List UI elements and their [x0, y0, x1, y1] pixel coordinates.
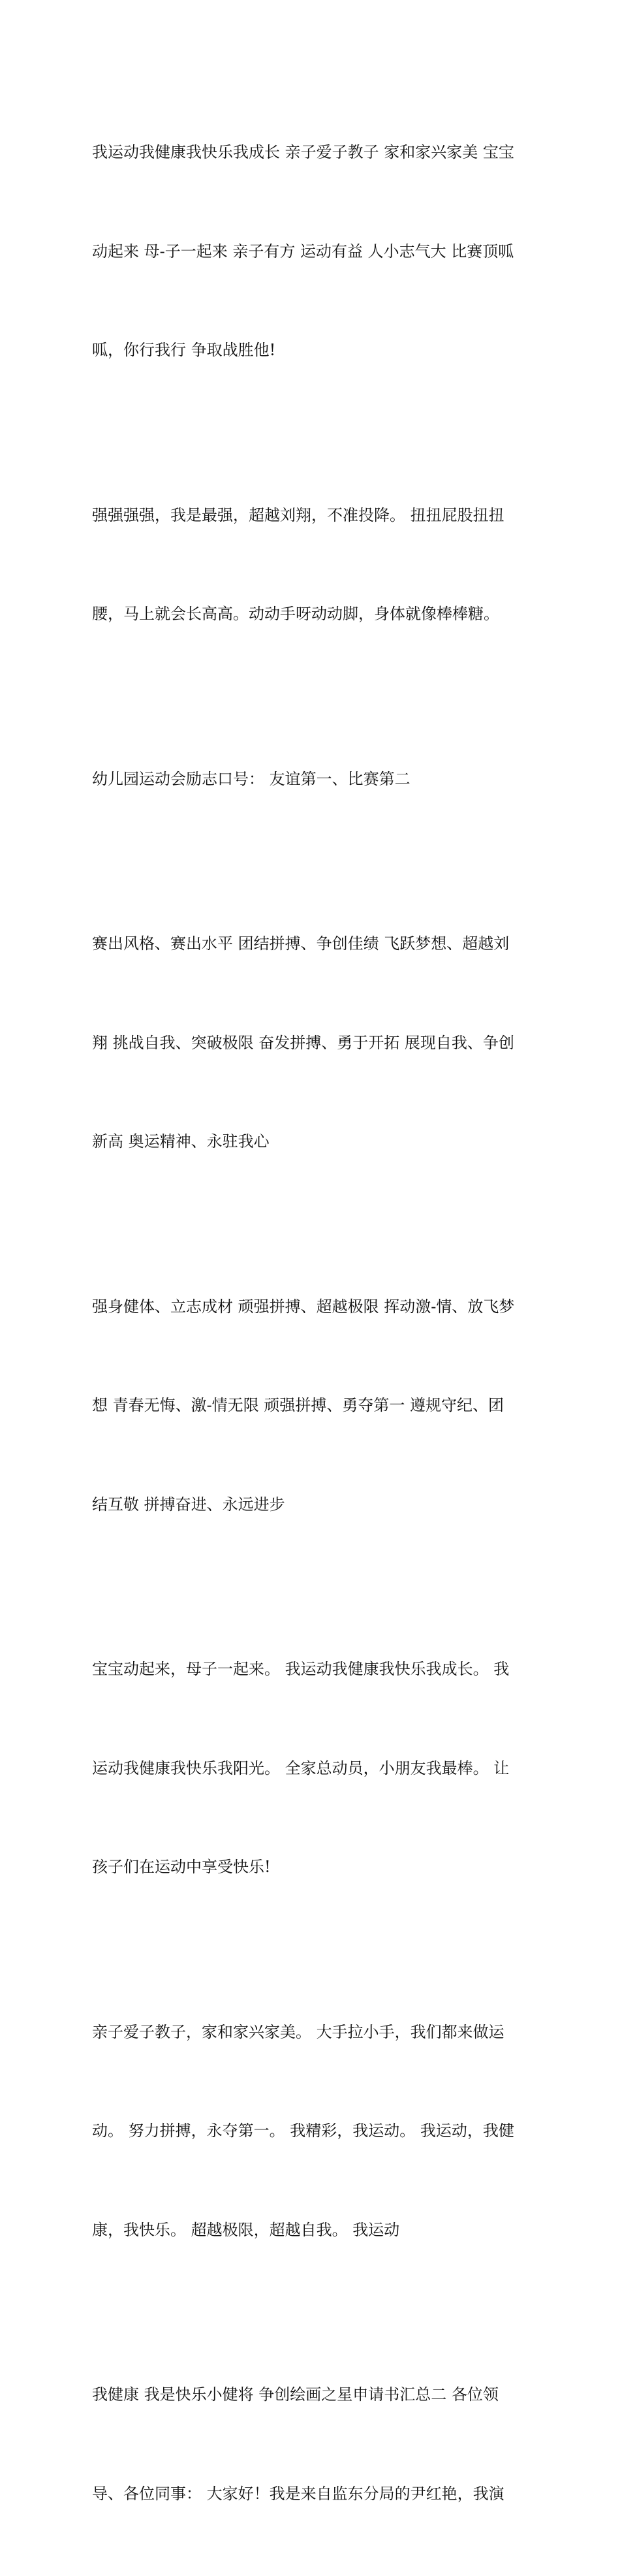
text-line: 动起来 母-子一起来 亲子有方 运动有益 人小志气大 比赛顶呱: [92, 242, 514, 261]
paragraph-5: [92, 1224, 529, 1587]
document-body: [92, 70, 529, 2576]
paragraph-8: [92, 2312, 529, 2576]
text-line: 幼儿园运动会励志口号： 友谊第一、比赛第二: [92, 769, 411, 788]
paragraph-7: [92, 1950, 529, 2313]
paragraph-4: [92, 861, 529, 1224]
text-line: 新高 奥运精神、永驻我心: [92, 1132, 270, 1151]
text-line: 运动我健康我快乐我阳光。 全家总动员，小朋友我最棒。 让: [92, 1758, 510, 1777]
text-line: 想 青春无悔、激-情无限 顽强拼搏、勇夺第一 遵规守纪、团: [92, 1396, 504, 1414]
text-line: 孩子们在运动中享受快乐!: [92, 1858, 271, 1876]
text-line: 宝宝动起来，母子一起来。 我运动我健康我快乐我成长。 我: [92, 1660, 510, 1678]
text-line: 导、各位同事： 大家好！我是来自监东分局的尹红艳，我演: [92, 2484, 504, 2503]
paragraph-1: [92, 70, 529, 433]
text-line: 结互敬 拼搏奋进、永远进步: [92, 1495, 285, 1514]
text-line: 赛出风格、赛出水平 团结拼搏、争创佳绩 飞跃梦想、超越刘: [92, 934, 510, 953]
text-line: 强身健体、立志成材 顽强拼搏、超越极限 挥动激-情、放飞梦: [92, 1297, 515, 1316]
text-line: 我健康 我是快乐小健将 争创绘画之星申请书汇总二 各位领: [92, 2385, 499, 2404]
text-line: 腰，马上就会长高高。动动手呀动动脚，身体就像棒棒糖。: [92, 605, 499, 623]
text-line: 康，我快乐。 超越极限，超越自我。 我运动: [92, 2220, 400, 2239]
text-line: 我运动我健康我快乐我成长 亲子爱子教子 家和家兴家美 宝宝: [92, 143, 514, 161]
paragraph-2: [92, 433, 529, 697]
text-line: 亲子爱子教子，家和家兴家美。 大手拉小手，我们都来做运: [92, 2022, 504, 2041]
text-line: 动。 努力拼搏，永夺第一。 我精彩，我运动。 我运动，我健: [92, 2122, 514, 2140]
paragraph-6: [92, 1587, 529, 1950]
paragraph-3: [92, 697, 529, 862]
text-line: 翔 挑战自我、突破极限 奋发拼搏、勇于开拓 展现自我、争创: [92, 1033, 514, 1052]
text-line: 强强强强，我是最强，超越刘翔，不准投降。 扭扭屁股扭扭: [92, 505, 504, 524]
text-line: 呱，你行我行 争取战胜他!: [92, 341, 276, 359]
